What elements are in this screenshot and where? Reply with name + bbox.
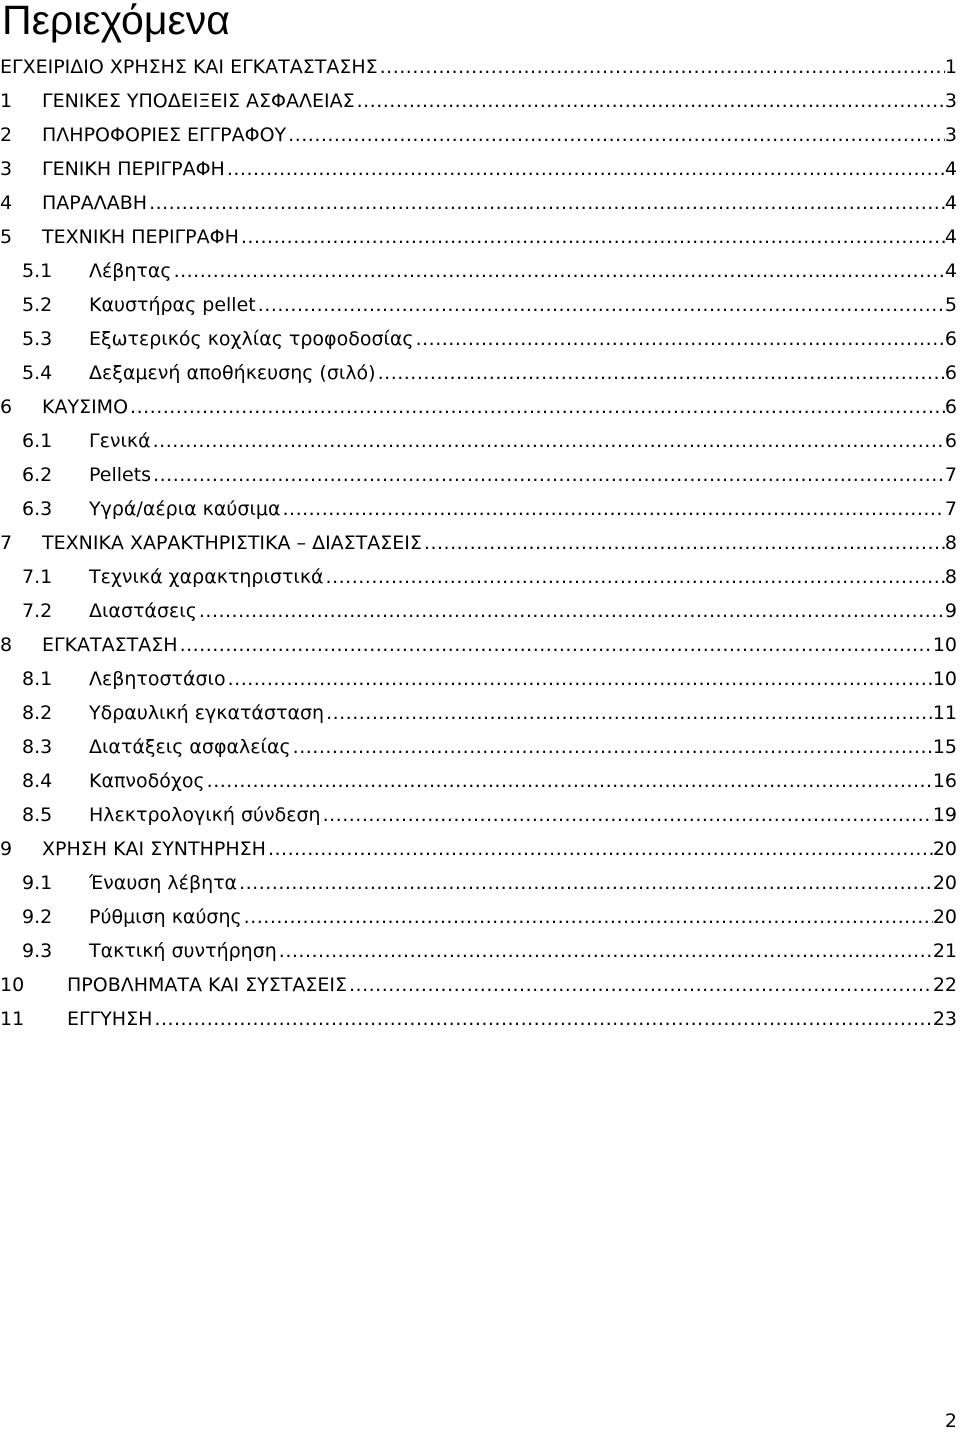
- toc-entry-label: Διαστάσεις: [89, 600, 197, 622]
- toc-entry-label: ΓΕΝΙΚΗ ΠΕΡΙΓΡΑΦΗ: [42, 158, 225, 180]
- toc-entry-page: 9: [944, 600, 957, 622]
- toc-entry-page: 6: [944, 362, 957, 384]
- toc-entry-number: 7.1: [22, 566, 53, 588]
- toc-entry[interactable]: [0, 186, 957, 220]
- dot-leader: [237, 866, 933, 900]
- toc-entry-label: Καυστήρας pellet: [89, 294, 256, 316]
- toc-entry-label: ΚΑΥΣΙΜΟ: [42, 396, 129, 418]
- toc-entry-number: 7.2: [22, 600, 53, 622]
- toc-entry-label: Εξωτερικός κοχλίας τροφοδοσίας: [89, 328, 414, 350]
- dot-leader: [321, 798, 933, 832]
- toc-entry-number: 5.1: [22, 260, 53, 282]
- toc-entry[interactable]: [0, 730, 957, 764]
- page-number: 2: [944, 1410, 957, 1432]
- toc-entry[interactable]: [0, 458, 957, 492]
- toc-entry-page: 4: [944, 192, 957, 214]
- toc-entry-number: 6: [0, 396, 13, 418]
- toc-entry-number: 8.1: [22, 668, 53, 690]
- toc-entry-label: ΠΛΗΡΟΦΟΡΙΕΣ ΕΓΓΡΑΦΟΥ: [42, 124, 287, 146]
- toc-entry-page: 4: [944, 260, 957, 282]
- toc-entry-page: 11: [932, 702, 957, 724]
- toc-entry-number: 11: [0, 1008, 25, 1030]
- toc-entry-label: Υγρά/αέρια καύσιμα: [89, 498, 281, 520]
- toc-entry[interactable]: [0, 322, 957, 356]
- toc-entry-number: 5: [0, 226, 13, 248]
- toc-entry-number: 5.2: [22, 294, 53, 316]
- toc-entry-page: 6: [944, 328, 957, 350]
- toc-entry[interactable]: [0, 764, 957, 798]
- toc-entry-label: Λεβητοστάσιο: [89, 668, 226, 690]
- toc-entry-label: Υδραυλική εγκατάσταση: [89, 702, 325, 724]
- dot-leader: [266, 832, 933, 866]
- dot-leader: [277, 934, 933, 968]
- toc-entry-page: 20: [932, 838, 957, 860]
- toc-entry-page: 21: [932, 940, 957, 962]
- toc-entry[interactable]: [0, 696, 957, 730]
- dot-leader: [151, 458, 945, 492]
- toc-entry-page: 10: [932, 668, 957, 690]
- toc-entry-number: 9.3: [22, 940, 53, 962]
- toc-entry-page: 8: [944, 566, 957, 588]
- toc-entry-number: 7: [0, 532, 13, 554]
- toc-entry-page: 16: [932, 770, 957, 792]
- toc-entry[interactable]: [0, 832, 957, 866]
- dot-leader: [347, 968, 933, 1002]
- toc-entry[interactable]: [0, 390, 957, 424]
- toc-entry-page: 4: [944, 226, 957, 248]
- toc-entry-page: 10: [932, 634, 957, 656]
- toc-entry-label: Καπνοδόχος: [89, 770, 205, 792]
- dot-leader: [291, 730, 933, 764]
- toc-entry-page: 3: [944, 124, 957, 146]
- toc-entry-number: 9.2: [22, 906, 53, 928]
- dot-leader: [286, 118, 945, 152]
- toc-entry-label: ΤΕΧΝΙΚΑ ΧΑΡΑΚΤΗΡΙΣΤΙΚΑ – ΔΙΑΣΤΑΣΕΙΣ: [42, 532, 422, 554]
- dot-leader: [422, 526, 945, 560]
- toc-entry[interactable]: [0, 356, 957, 390]
- toc-entry[interactable]: [0, 798, 957, 832]
- toc-entry-number: 8: [0, 634, 13, 656]
- toc-entry[interactable]: [0, 492, 957, 526]
- toc-entry-number: 8.4: [22, 770, 53, 792]
- toc-entry[interactable]: [0, 968, 957, 1002]
- dot-leader: [226, 662, 933, 696]
- toc-entry-label: Ρύθμιση καύσης: [89, 906, 242, 928]
- toc-entry-number: 6.3: [22, 498, 53, 520]
- dot-leader: [197, 594, 945, 628]
- dot-leader: [151, 424, 945, 458]
- toc-entry[interactable]: [0, 288, 957, 322]
- dot-leader: [324, 696, 933, 730]
- toc-entry[interactable]: [0, 50, 957, 84]
- dot-leader: [239, 220, 945, 254]
- toc-entry-page: 5: [944, 294, 957, 316]
- toc-entry-number: 2: [0, 124, 13, 146]
- toc-entry-number: 5.4: [22, 362, 53, 384]
- toc-entry-page: 23: [932, 1008, 957, 1030]
- dot-leader: [172, 254, 945, 288]
- toc-entry-number: 8.2: [22, 702, 53, 724]
- toc-entry-label: ΕΓΧΕΙΡΙΔΙΟ ΧΡΗΣΗΣ ΚΑΙ ΕΓΚΑΤΑΣΤΑΣΗΣ: [0, 56, 378, 78]
- toc-entry-label: Pellets: [89, 464, 152, 486]
- dot-leader: [147, 186, 945, 220]
- toc-entry-page: 6: [944, 430, 957, 452]
- toc-entry-page: 19: [932, 804, 957, 826]
- toc-entry-page: 22: [932, 974, 957, 996]
- toc-entry-page: 20: [932, 906, 957, 928]
- dot-leader: [128, 390, 945, 424]
- toc-entry-label: ΠΑΡΑΛΑΒΗ: [42, 192, 148, 214]
- toc-entry-number: 10: [0, 974, 25, 996]
- toc-entry-label: Διατάξεις ασφαλείας: [89, 736, 291, 758]
- toc-entry[interactable]: [0, 1002, 957, 1036]
- toc-entry-label: Λέβητας: [89, 260, 172, 282]
- toc-entry-page: 20: [932, 872, 957, 894]
- toc-entry-number: 5.3: [22, 328, 53, 350]
- toc-entry-number: 4: [0, 192, 13, 214]
- toc-entry-page: 6: [944, 396, 957, 418]
- toc-entry-label: Ηλεκτρολογική σύνδεση: [89, 804, 321, 826]
- toc-entry[interactable]: [0, 152, 957, 186]
- dot-leader: [178, 628, 933, 662]
- toc-entry-number: 1: [0, 90, 13, 112]
- toc-entry[interactable]: [0, 594, 957, 628]
- toc-entry[interactable]: [0, 900, 957, 934]
- toc-entry-number: 3: [0, 158, 13, 180]
- toc-entry-page: 8: [944, 532, 957, 554]
- toc-entry[interactable]: [0, 526, 957, 560]
- toc-entry-number: 9: [0, 838, 13, 860]
- toc-entry-label: Έναυση λέβητα: [89, 872, 238, 894]
- toc-entry[interactable]: [0, 118, 957, 152]
- toc-entry-page: 7: [944, 498, 957, 520]
- toc-entry[interactable]: [0, 628, 957, 662]
- toc-entry-page: 4: [944, 158, 957, 180]
- toc-entry-number: 6.1: [22, 430, 53, 452]
- dot-leader: [376, 356, 945, 390]
- dot-leader: [256, 288, 945, 322]
- dot-leader: [355, 84, 945, 118]
- toc-entry-label: ΠΡΟΒΛΗΜΑΤΑ ΚΑΙ ΣΥΣΤΑΣΕΙΣ: [67, 974, 347, 996]
- toc-entry-label: Γενικά: [89, 430, 151, 452]
- dot-leader: [280, 492, 944, 526]
- dot-leader: [414, 322, 945, 356]
- toc-entry-label: ΤΕΧΝΙΚΗ ΠΕΡΙΓΡΑΦΗ: [42, 226, 239, 248]
- dot-leader: [324, 560, 945, 594]
- dot-leader: [378, 50, 945, 84]
- toc-entry[interactable]: [0, 934, 957, 968]
- toc-entry-page: 15: [932, 736, 957, 758]
- toc-entry-label: ΓΕΝΙΚΕΣ ΥΠΟΔΕΙΞΕΙΣ ΑΣΦΑΛΕΙΑΣ: [42, 90, 355, 112]
- toc-entry[interactable]: [0, 424, 957, 458]
- toc-entry-label: Τεχνικά χαρακτηριστικά: [89, 566, 324, 588]
- dot-leader: [225, 152, 945, 186]
- toc-entry[interactable]: [0, 662, 957, 696]
- toc-entry-number: 6.2: [22, 464, 53, 486]
- toc-entry-page: 1: [944, 56, 957, 78]
- toc-entry[interactable]: [0, 220, 957, 254]
- dot-leader: [152, 1002, 932, 1036]
- toc-entry-label: ΧΡΗΣΗ ΚΑΙ ΣΥΝΤΗΡΗΣΗ: [42, 838, 266, 860]
- dot-leader: [205, 764, 933, 798]
- toc-entry-number: 8.3: [22, 736, 53, 758]
- toc-entry-number: 8.5: [22, 804, 53, 826]
- toc-entry-label: ΕΓΚΑΤΑΣΤΑΣΗ: [42, 634, 178, 656]
- toc-entry[interactable]: [0, 560, 957, 594]
- toc-entry-page: 3: [944, 90, 957, 112]
- toc-entry-page: 7: [944, 464, 957, 486]
- toc-entry[interactable]: [0, 866, 957, 900]
- toc-entry-label: Τακτική συντήρηση: [89, 940, 277, 962]
- table-of-contents: [0, 50, 957, 1036]
- toc-entry-label: ΕΓΓΥΗΣΗ: [67, 1008, 153, 1030]
- dot-leader: [242, 900, 933, 934]
- toc-entry-number: 9.1: [22, 872, 53, 894]
- toc-title: Περιεχόμενα: [2, 0, 230, 43]
- toc-entry[interactable]: [0, 254, 957, 288]
- toc-entry[interactable]: [0, 84, 957, 118]
- toc-entry-label: Δεξαμενή αποθήκευσης (σιλό): [89, 362, 376, 384]
